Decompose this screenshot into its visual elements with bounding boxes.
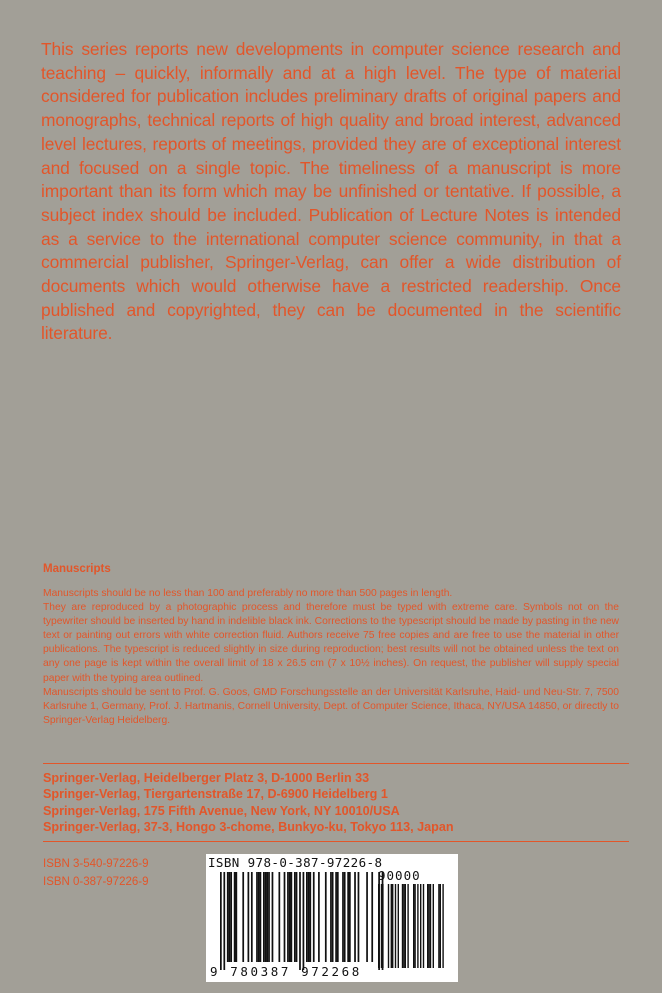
barcode-bar — [354, 872, 356, 962]
manuscripts-paragraph-preparation: They are reproduced by a photographic process and therefore must be typed with extreme care. Symbols not on the typewriter should be inserted by hand in indelible black ink. Corrections to the typescript should be made by pasting in the new text or painting out errors with white correction fluid. Authors receive 75 free copies and are free to use the material in other publications. The typescript is reduced slightly in size during reproduction; best results will not be obtained unless the text on any one page is kept within the overall limit of 18 x 26.5 cm (7 x 10½ inches). On request, the publisher will supply special paper with the typing area outlined. — [43, 602, 619, 684]
barcode-bar — [260, 872, 262, 962]
barcode-bar — [342, 872, 344, 962]
barcode-bar — [332, 872, 334, 962]
publisher-addresses — [43, 770, 623, 835]
barcode-bar — [265, 872, 267, 962]
addon-bar — [391, 884, 392, 968]
manuscripts-paragraph-submission: Manuscripts should be sent to Prof. G. Goos, GMD Forschungsstelle an der Universität Karlsruhe, Haid- und Neu-Str. 7, 7500 Karlsruhe 1, Germany, Prof. J. Hartmanis, Cornell University, Dept. of Computer Science, Ithaca, NY/USA 14850, or directly to Springer-Verlag Heidelberg. — [43, 686, 619, 726]
divider-top — [43, 763, 629, 764]
series-description: This series reports new developments in computer science research and teaching – quickly, informally and at a high level. The type of material considered for publication includes preliminary drafts of original papers and monographs, technical reports of high quality and broad interest, advanced level lectures, reports of meetings, provided they are of exceptional interest and focused on a single topic. The timeliness of a manuscript is more important than its form which may be unfinished or tentative. If possible, a subject index should be included. Publication of Lecture Notes is intended as a service to the international computer science community, in that a commercial publisher, Springer-Verlag, can offer a wide distribution of documents which would otherwise have a restricted readership. Once published and copyrighted, they can be documented in the scientific literature. — [41, 39, 621, 344]
addon-bar — [403, 884, 404, 968]
barcode-bar — [349, 872, 351, 962]
barcode-bar — [266, 872, 268, 962]
barcode-bar — [263, 872, 265, 962]
addon-bar — [388, 884, 389, 968]
barcode-bar — [220, 872, 222, 970]
barcode-bar — [223, 872, 225, 970]
barcode-bar — [309, 872, 311, 962]
barcode-bar — [227, 872, 229, 962]
barcode-bar — [303, 872, 305, 970]
barcode-bar — [278, 872, 280, 962]
barcode-bar — [294, 872, 296, 962]
barcode-bar — [251, 872, 253, 962]
addon-bar — [395, 884, 396, 968]
addon-bar — [405, 884, 406, 968]
barcode-bar — [268, 872, 270, 962]
addon-bar — [413, 884, 414, 968]
addon-bar — [427, 884, 428, 968]
addon-bar — [438, 884, 439, 968]
addon-bar — [420, 884, 421, 968]
barcode-bar — [235, 872, 237, 962]
barcode-bar — [330, 872, 332, 962]
isbn-list — [43, 856, 148, 891]
barcode-isbn-text: ISBN 978-0-387-97226-8 — [208, 855, 383, 870]
barcode-bar — [306, 872, 308, 962]
barcode-bar — [272, 872, 274, 962]
address-heidelberg: Springer-Verlag, Tiergartenstraße 17, D-6900 Heidelberg 1 — [43, 787, 388, 802]
barcode-bar — [335, 872, 337, 962]
manuscripts-body — [43, 587, 619, 728]
addon-bar — [428, 884, 429, 968]
addon-bar — [381, 884, 382, 968]
addon-bar — [382, 884, 383, 968]
barcode-bar — [296, 872, 298, 962]
barcode-bar — [248, 872, 250, 962]
barcode-bar — [242, 872, 244, 962]
barcode-bar — [371, 872, 373, 962]
barcode-bar — [289, 872, 291, 962]
barcode-bar — [318, 872, 320, 962]
barcode-bar — [337, 872, 339, 962]
addon-bar — [407, 884, 408, 968]
addon-bar — [417, 884, 418, 968]
addon-bar — [392, 884, 393, 968]
addon-bar — [414, 884, 415, 968]
addon-bar — [433, 884, 434, 968]
barcode-bar — [256, 872, 258, 962]
barcode-bar — [230, 872, 232, 962]
barcode-bar — [287, 872, 289, 962]
addon-bar — [423, 884, 424, 968]
barcode-bar — [291, 872, 293, 962]
isbn-springer-berlin: ISBN 3-540-97226-9 — [43, 858, 149, 870]
barcode-bar — [344, 872, 346, 962]
barcode-bar — [347, 872, 349, 962]
barcode-bar — [229, 872, 231, 962]
addon-bar — [430, 884, 431, 968]
addon-bar — [440, 884, 441, 968]
barcode-bar — [358, 872, 360, 962]
barcode-label — [206, 854, 458, 982]
divider-bottom — [43, 841, 629, 842]
address-berlin: Springer-Verlag, Heidelberger Platz 3, D-1000 Berlin 33 — [43, 771, 370, 785]
barcode-bar — [325, 872, 327, 962]
address-tokyo: Springer-Verlag, 37-3, Hongo 3-chome, Bunkyo-ku, Tokyo 113, Japan — [43, 819, 454, 834]
barcode-bar — [308, 872, 310, 962]
barcode-bar — [313, 872, 315, 962]
isbn-springer-new-york: ISBN 0-387-97226-9 — [43, 875, 149, 888]
barcode-bar — [299, 872, 301, 970]
barcode-human-readable: 9 780387 972268 — [210, 964, 362, 979]
barcode-bar — [284, 872, 286, 962]
barcode-addon-digits: 90000 — [378, 868, 421, 883]
address-new-york: Springer-Verlag, 175 Fifth Avenue, New York, NY 10010/USA — [43, 803, 400, 818]
addon-bar — [378, 884, 379, 968]
barcode-bar — [258, 872, 260, 962]
manuscripts-paragraph-length: Manuscripts should be no less than 100 and preferably no more than 500 pages in length. — [43, 588, 453, 599]
addon-bar — [442, 884, 443, 968]
manuscripts-heading: Manuscripts — [43, 563, 111, 575]
addon-bar — [402, 884, 403, 968]
addon-bar — [398, 884, 399, 968]
barcode-bar — [234, 872, 236, 962]
barcode-bar — [366, 872, 368, 962]
